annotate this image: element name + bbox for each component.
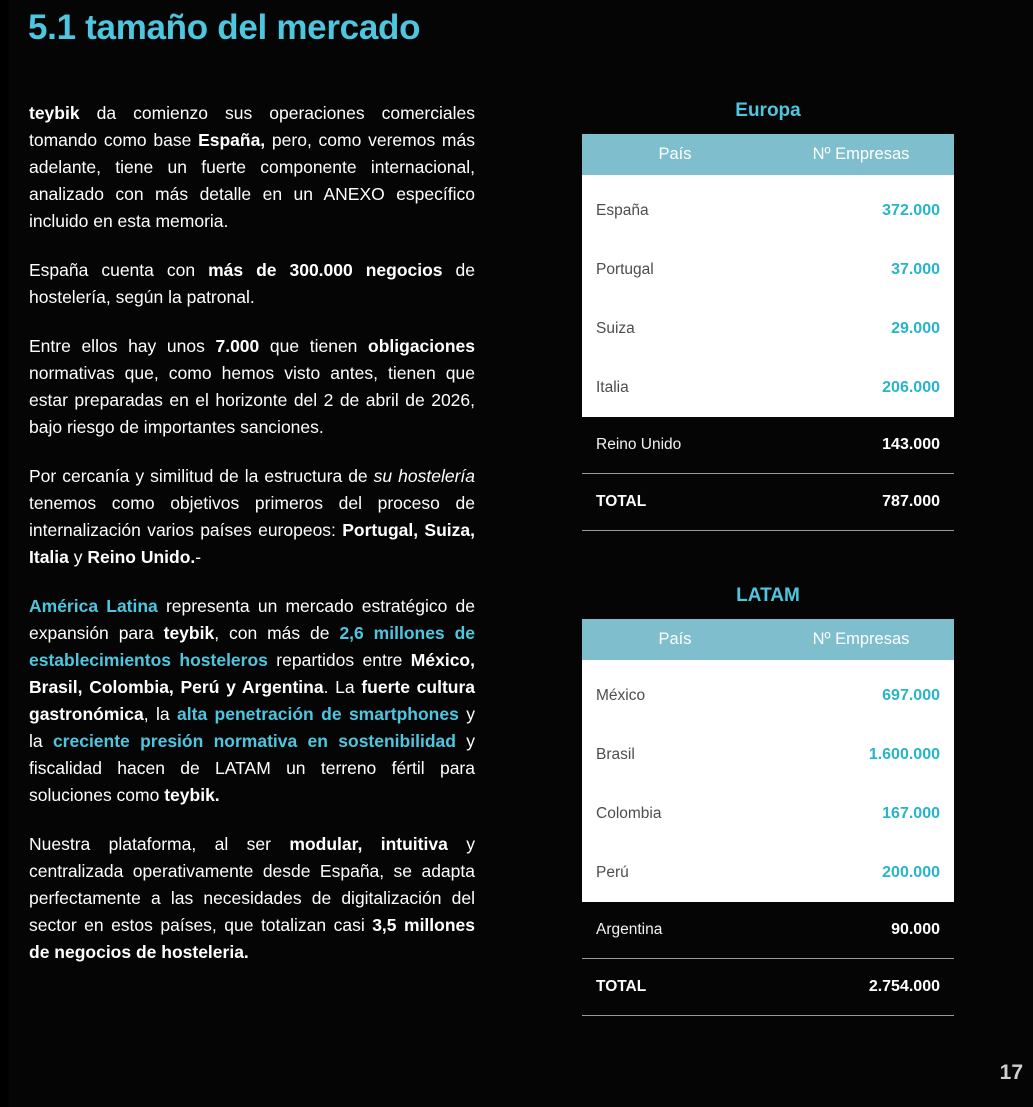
cell-count: 200.000 — [768, 843, 954, 902]
europe-table-body — [582, 175, 954, 417]
cell-country: Colombia — [582, 784, 768, 843]
table-row — [582, 725, 954, 784]
cell-count: 37.000 — [768, 240, 954, 299]
cell-count: 90.000 — [768, 902, 954, 959]
table-row — [582, 784, 954, 843]
cell-count: 372.000 — [768, 175, 954, 240]
table-row — [582, 240, 954, 299]
total-value: 787.000 — [768, 474, 954, 531]
europe-table-head — [582, 134, 954, 175]
latam-table-footer — [582, 902, 954, 1016]
latam-table-title: LATAM — [736, 585, 800, 606]
table-row — [582, 299, 954, 358]
cell-country: México — [582, 660, 768, 725]
latam-table-head — [582, 619, 954, 660]
paragraph-6: Nuestra plataforma, al ser modular, intuitiva y centralizada operativamente desde España, se adapta perfectamente a las necesidades de digitalización del sector en estos países, que totalizan casi 3,5 millones de negocios de hosteleria. — [29, 834, 475, 962]
cell-country: Brasil — [582, 725, 768, 784]
cell-country: España — [582, 175, 768, 240]
cell-count: 143.000 — [768, 417, 954, 474]
body-text-column — [29, 100, 475, 966]
cell-count: 167.000 — [768, 784, 954, 843]
column-header-country: País — [582, 619, 768, 660]
cell-country: Italia — [582, 358, 768, 417]
table-row — [582, 843, 954, 902]
cell-count: 206.000 — [768, 358, 954, 417]
latam-table-section — [582, 585, 954, 1016]
cell-count: 697.000 — [768, 660, 954, 725]
paragraph-5: América Latina representa un mercado estratégico de expansión para teybik, con más de 2,6 millones de establecimientos hosteleros repartidos entre México, Brasil, Colombia, Perú y Argentina. La fuerte cultura gastronómica, la alta penetración de smartphones y la creciente presión normativa en sostenibilidad y fiscalidad hacen de LATAM un terreno fértil para soluciones como teybik. — [29, 596, 476, 805]
latam-table-body — [582, 660, 954, 902]
table-header-row — [582, 619, 954, 660]
europe-table-title: Europa — [735, 100, 801, 121]
paragraph-2: España cuenta con más de 300.000 negocios de hostelería, según la patronal. — [29, 260, 475, 307]
table-row — [582, 358, 954, 417]
total-label: TOTAL — [582, 959, 768, 1016]
page-title: 5.1 tamaño del mercado — [28, 8, 421, 47]
table-total-row — [582, 474, 954, 531]
cell-country: Portugal — [582, 240, 768, 299]
table-total-row — [582, 959, 954, 1016]
table-header-row — [582, 134, 954, 175]
table-row — [582, 175, 954, 240]
cell-country: Perú — [582, 843, 768, 902]
cell-country: Suiza — [582, 299, 768, 358]
paragraph-3: Entre ellos hay unos 7.000 que tienen obligaciones normativas que, como hemos visto antes, tienen que estar preparadas en el horizonte del 2 de abril de 2026, bajo riesgo de importantes sanciones. — [29, 336, 475, 437]
cell-count: 29.000 — [768, 299, 954, 358]
left-accent-bar — [0, 0, 9, 1107]
cell-country: Reino Unido — [582, 417, 768, 474]
total-value: 2.754.000 — [768, 959, 954, 1016]
column-header-count: Nº Empresas — [768, 134, 954, 175]
table-row — [582, 902, 954, 959]
page-number: 17 — [999, 1061, 1023, 1084]
paragraph-4: Por cercanía y similitud de la estructura de su hostelería tenemos como objetivos primeros del proceso de internalización varios países europeos: Portugal, Suiza, Italia y Reino Unido.- — [29, 466, 475, 567]
column-header-count: Nº Empresas — [768, 619, 954, 660]
cell-country: Argentina — [582, 902, 768, 959]
table-row — [582, 417, 954, 474]
table-row — [582, 660, 954, 725]
europe-table-footer — [582, 417, 954, 531]
column-header-country: País — [582, 134, 768, 175]
paragraph-1: teybik da comienzo sus operaciones comerciales tomando como base España, pero, como veremos más adelante, tiene un fuerte componente internacional, analizado con más detalle en un ANEXO específico incluido en esta memoria. — [29, 103, 475, 231]
europe-table — [582, 134, 954, 531]
total-label: TOTAL — [582, 474, 768, 531]
cell-count: 1.600.000 — [768, 725, 954, 784]
latam-table — [582, 619, 954, 1016]
europe-table-section — [582, 100, 954, 531]
